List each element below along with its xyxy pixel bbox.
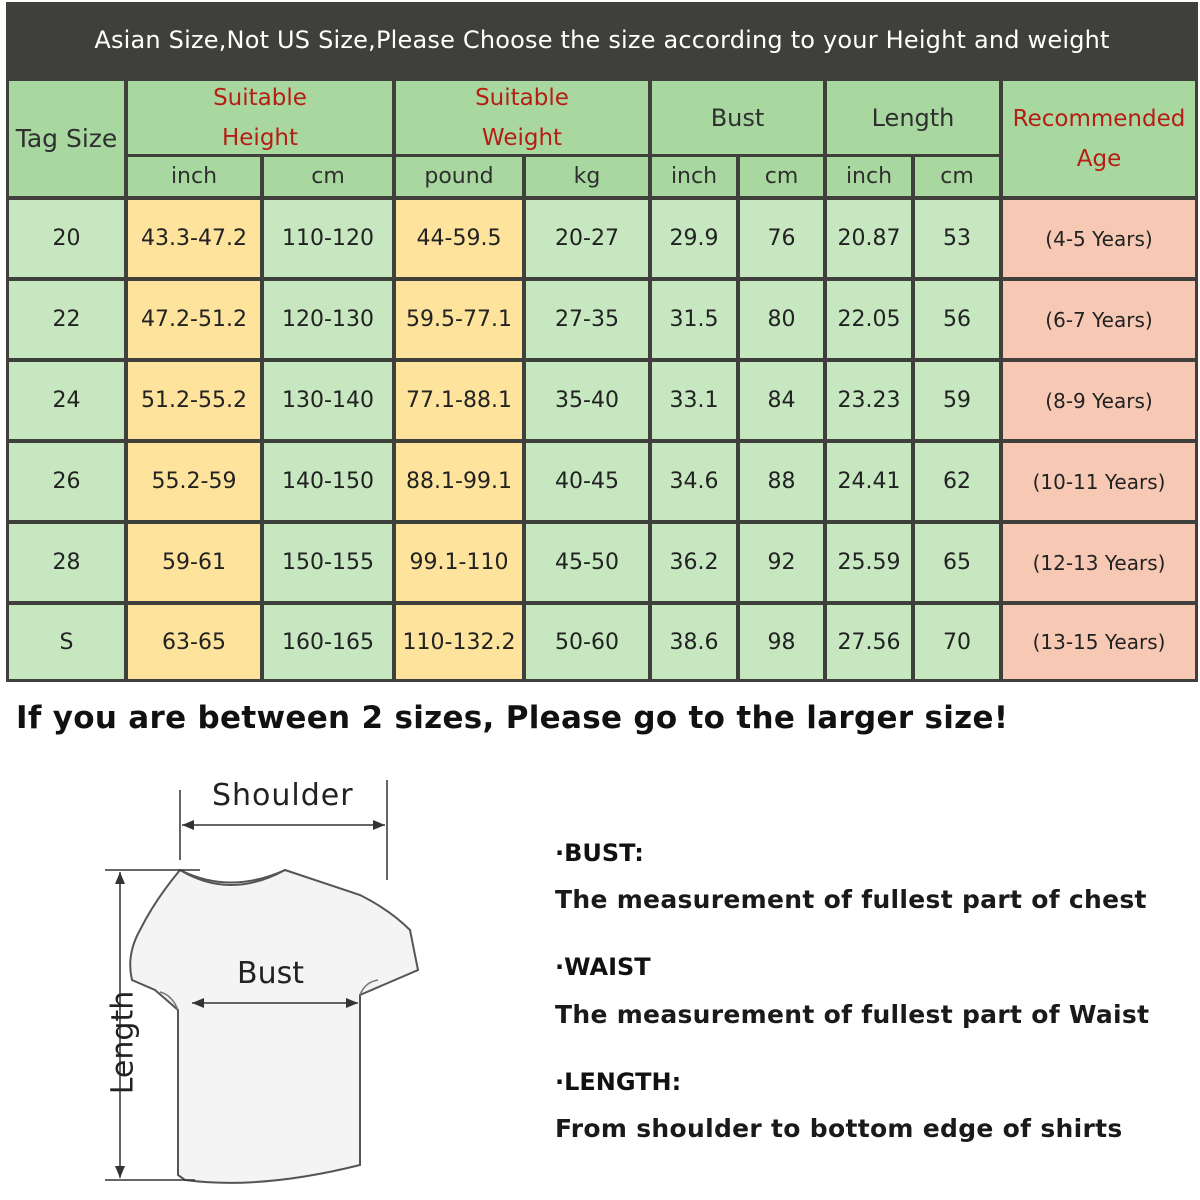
row-s-tag: S	[9, 605, 124, 679]
row-24-height-cm: 130-140	[264, 362, 392, 439]
row-20-bust-cm: 76	[740, 200, 823, 277]
header-bust: Bust	[652, 81, 823, 154]
definition-desc-waist: The measurement of fullest part of Waist	[555, 1000, 1150, 1029]
row-28-age: (12-13 Years)	[1003, 524, 1195, 601]
row-20-weight-pound: 44-59.5	[396, 200, 522, 277]
definition-desc-bust: The measurement of fullest part of chest	[555, 885, 1147, 914]
row-24-bust-inch: 33.1	[652, 362, 736, 439]
row-s-height-cm: 160-165	[264, 605, 392, 679]
row-28-bust-cm: 92	[740, 524, 823, 601]
row-20-length-cm: 53	[915, 200, 999, 277]
row-28-weight-pound: 99.1-110	[396, 524, 522, 601]
definition-term-length: ·LENGTH:	[555, 1068, 682, 1096]
row-s-length-cm: 70	[915, 605, 999, 679]
row-22-age: (6-7 Years)	[1003, 281, 1195, 358]
row-22-height-cm: 120-130	[264, 281, 392, 358]
row-20-length-inch: 20.87	[827, 200, 911, 277]
shoulder-label: Shoulder	[212, 778, 354, 813]
row-24-length-inch: 23.23	[827, 362, 911, 439]
row-20-height-inch: 43.3-47.2	[128, 200, 260, 277]
row-s-weight-pound: 110-132.2	[396, 605, 522, 679]
header-recommended-age: Recommended Age	[1003, 81, 1195, 196]
row-26-length-cm: 62	[915, 443, 999, 520]
row-s-height-inch: 63-65	[128, 605, 260, 679]
row-24-weight-kg: 35-40	[526, 362, 648, 439]
tshirt-shape	[130, 870, 418, 1183]
row-24-length-cm: 59	[915, 362, 999, 439]
row-22-weight-kg: 27-35	[526, 281, 648, 358]
unit-weight-kg: kg	[526, 157, 648, 196]
header-length: Length	[827, 81, 999, 154]
unit-bust-inch: inch	[652, 157, 736, 196]
row-28-weight-kg: 45-50	[526, 524, 648, 601]
row-22-tag: 22	[9, 281, 124, 358]
row-20-bust-inch: 29.9	[652, 200, 736, 277]
unit-height-inch: inch	[128, 157, 260, 196]
shirt-measurement-diagram	[60, 770, 480, 1190]
size-advice-note: If you are between 2 sizes, Please go to the larger size!	[16, 700, 1009, 736]
row-26-weight-pound: 88.1-99.1	[396, 443, 522, 520]
row-26-bust-inch: 34.6	[652, 443, 736, 520]
row-24-tag: 24	[9, 362, 124, 439]
row-26-height-cm: 140-150	[264, 443, 392, 520]
bust-label: Bust	[237, 956, 304, 991]
header-suitable-weight: Suitable Weight	[396, 81, 648, 154]
row-s-weight-kg: 50-60	[526, 605, 648, 679]
row-26-bust-cm: 88	[740, 443, 823, 520]
row-s-length-inch: 27.56	[827, 605, 911, 679]
row-20-age: (4-5 Years)	[1003, 200, 1195, 277]
row-20-weight-kg: 20-27	[526, 200, 648, 277]
row-24-bust-cm: 84	[740, 362, 823, 439]
row-20-tag: 20	[9, 200, 124, 277]
unit-length-cm: cm	[915, 157, 999, 196]
row-24-age: (8-9 Years)	[1003, 362, 1195, 439]
row-24-weight-pound: 77.1-88.1	[396, 362, 522, 439]
row-28-length-inch: 25.59	[827, 524, 911, 601]
row-s-bust-inch: 38.6	[652, 605, 736, 679]
row-22-bust-cm: 80	[740, 281, 823, 358]
row-22-bust-inch: 31.5	[652, 281, 736, 358]
row-22-height-inch: 47.2-51.2	[128, 281, 260, 358]
length-label: Length	[105, 990, 141, 1095]
row-s-age: (13-15 Years)	[1003, 605, 1195, 679]
unit-bust-cm: cm	[740, 157, 823, 196]
header-suitable-height: Suitable Height	[128, 81, 392, 154]
row-28-length-cm: 65	[915, 524, 999, 601]
unit-height-cm: cm	[264, 157, 392, 196]
definition-desc-length: From shoulder to bottom edge of shirts	[555, 1114, 1123, 1143]
row-22-length-inch: 22.05	[827, 281, 911, 358]
row-26-age: (10-11 Years)	[1003, 443, 1195, 520]
unit-weight-pound: pound	[396, 157, 522, 196]
row-26-height-inch: 55.2-59	[128, 443, 260, 520]
row-24-height-inch: 51.2-55.2	[128, 362, 260, 439]
size-chart-banner: Asian Size,Not US Size,Please Choose the size according to your Height and weight	[6, 2, 1198, 78]
row-26-tag: 26	[9, 443, 124, 520]
row-28-height-cm: 150-155	[264, 524, 392, 601]
row-22-weight-pound: 59.5-77.1	[396, 281, 522, 358]
row-28-bust-inch: 36.2	[652, 524, 736, 601]
row-28-height-inch: 59-61	[128, 524, 260, 601]
size-chart-table	[6, 2, 1198, 682]
row-26-length-inch: 24.41	[827, 443, 911, 520]
row-22-length-cm: 56	[915, 281, 999, 358]
row-s-bust-cm: 98	[740, 605, 823, 679]
row-26-weight-kg: 40-45	[526, 443, 648, 520]
row-20-height-cm: 110-120	[264, 200, 392, 277]
definition-term-waist: ·WAIST	[555, 953, 651, 981]
header-tag-size: Tag Size	[9, 81, 124, 196]
definition-term-bust: ·BUST:	[555, 839, 644, 867]
unit-length-inch: inch	[827, 157, 911, 196]
row-28-tag: 28	[9, 524, 124, 601]
size-chart-grid	[6, 78, 1198, 682]
